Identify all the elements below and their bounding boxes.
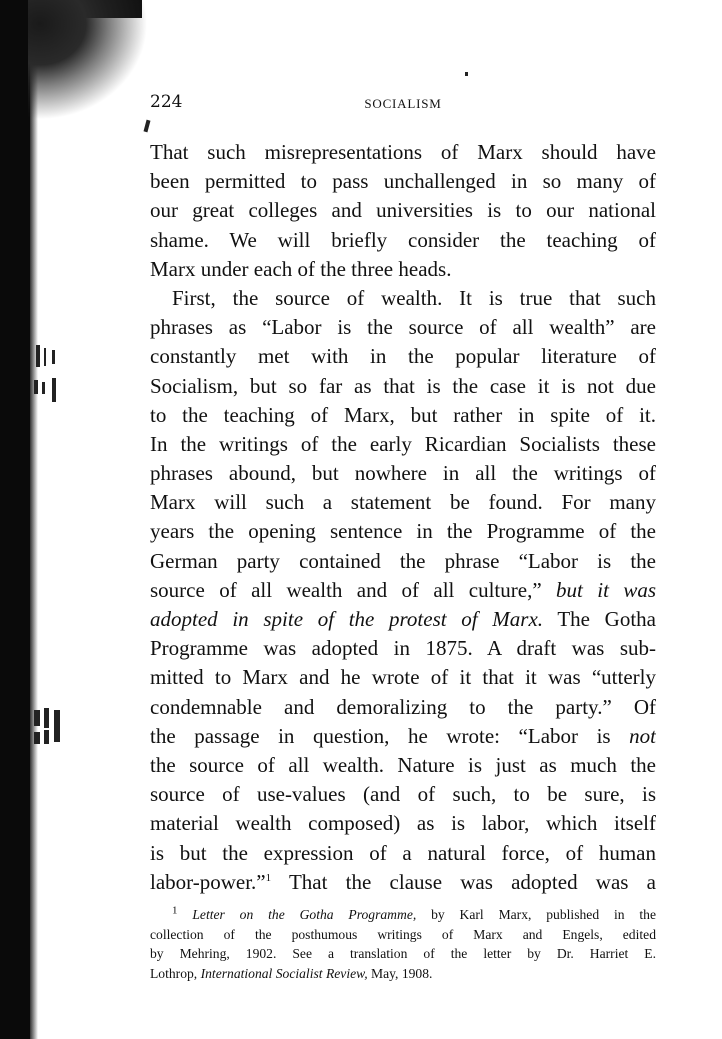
text-line: been permitted to pass unchallenged in so many of [150, 169, 656, 194]
text-line: That such misrepresentations of Marx should have [150, 140, 656, 164]
footnote-title: Letter on the Gotha Programme, [192, 907, 417, 922]
scan-artifact [44, 730, 49, 744]
footnote-line: by Mehring, 1902. See a translation of the letter by Dr. Harriet E. [150, 946, 656, 961]
footnote-text: May, 1908. [367, 965, 433, 981]
text-line: phrases abound, but nowhere in all the writings of [150, 461, 656, 486]
text-roman: labor-power.” [150, 869, 266, 894]
scan-artifact [54, 728, 60, 742]
scan-artifact [42, 382, 45, 394]
footnote-journal: International Socialist Review, [200, 965, 368, 981]
footnote-line: collection of the posthumous writings of Marx and Engels, edited [150, 926, 656, 942]
text-line: German party contained the phrase “Labor is the [150, 548, 656, 573]
scan-artifact [52, 378, 56, 402]
text-roman: The Gotha [543, 607, 656, 631]
text-line: years the opening sentence in the Programme of the [150, 519, 656, 544]
footnote-ref: 1 [265, 871, 272, 884]
page-header [150, 92, 656, 118]
text-italic: not [629, 723, 656, 748]
text-line: Marx under each of the three heads. [150, 256, 452, 281]
text-line: phrases as “Labor is the source of all wealth” are [150, 315, 656, 340]
text-line [150, 868, 656, 897]
scan-smudge [28, 0, 148, 120]
text-line: condemnable and demoralizing to the party.” Of [150, 694, 656, 719]
body-text [150, 138, 656, 897]
text-line: mitted to Marx and he wrote of it that it was “utterly [150, 665, 656, 690]
text-line: shame. We will briefly consider the teaching of [150, 227, 656, 252]
scan-artifact [34, 732, 40, 744]
text-roman: source of all wealth and of all culture,” [150, 577, 557, 602]
text-line [150, 722, 656, 751]
page-number: 224 [150, 92, 183, 112]
binding-fade [30, 0, 38, 1039]
text-italic: but it was [556, 577, 656, 602]
scan-artifact [52, 350, 55, 364]
text-line: First, the source of wealth. It is true that such [172, 285, 656, 310]
scan-artifact [144, 120, 151, 133]
footnote-line [150, 905, 656, 925]
scan-artifact [465, 72, 468, 76]
footnote-marker: 1 [172, 905, 178, 917]
text-line: material wealth composed) as is labor, which itself [150, 811, 656, 836]
text-line: Marx will such a statement be found. For many [150, 490, 656, 515]
text-line: constantly met with in the popular literature of [150, 344, 656, 369]
binding-edge-shadow [0, 0, 30, 1039]
scan-artifact [44, 348, 46, 366]
text-roman: That the clause was adopted was a [271, 869, 656, 894]
text-line: source of use-values (and of such, to be sure, is [150, 782, 656, 807]
footnote [150, 905, 656, 983]
footnote-line [150, 964, 656, 984]
text-line: Socialism, but so far as that is the case it is not due [150, 373, 656, 398]
text-line: our great colleges and universities is to our national [150, 198, 656, 223]
text-line [150, 605, 656, 634]
text-italic: adopted in spite of the protest of Marx. [150, 607, 544, 631]
footnote-text: by Karl Marx, published in the [416, 907, 656, 922]
scan-artifact [34, 380, 38, 394]
text-line: to the teaching of Marx, but rather in spite of it. [150, 402, 656, 427]
scan-artifact [44, 708, 49, 728]
text-line: the source of all wealth. Nature is just as much the [150, 752, 656, 777]
text-roman: the passage in question, he wrote: “Labor is [150, 723, 630, 748]
scan-artifact [34, 710, 40, 726]
text-line [150, 576, 656, 605]
text-line: is but the expression of a natural force, of human [150, 840, 656, 865]
text-line: Programme was adopted in 1875. A draft was sub- [150, 636, 656, 661]
text-line: In the writings of the early Ricardian Socialists these [150, 431, 656, 456]
scan-artifact [36, 345, 40, 367]
scan-artifact [54, 710, 60, 728]
footnote-text: Lothrop, [150, 965, 201, 981]
running-head: SOCIALISM [364, 96, 442, 111]
